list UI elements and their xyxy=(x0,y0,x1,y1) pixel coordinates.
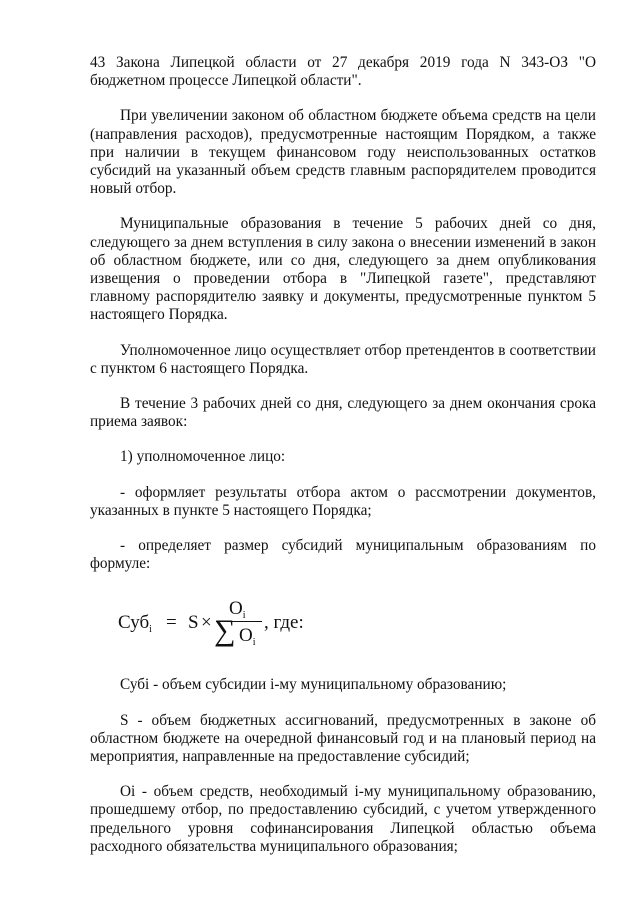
paragraph-law-reference: 43 Закона Липецкой области от 27 декабря 2019 года N 343-ОЗ "О бюджетном процессе Липецкой области". xyxy=(90,54,596,90)
formula-where: , где: xyxy=(264,612,304,634)
formula-lhs-index: i xyxy=(149,624,152,636)
formula-numerator: $О_i$ xyxy=(229,598,246,622)
subsidy-formula xyxy=(90,590,596,664)
paragraph-subsidy-size: - определяет размер субсидий муниципальным образованиям по формуле: xyxy=(90,537,596,573)
formula-equals: = xyxy=(166,612,177,634)
formula-s: S xyxy=(188,612,199,634)
paragraph-definition-oi: Оi - объем средств, необходимый i-му муниципальному образованию, прошедшему отбор, по предоставлению субсидий, с учетом утвержденного предельного уровня софинансирования Липецкой областью объема расходного обязательства муниципального образования; xyxy=(90,783,596,855)
paragraph-new-selection: При увеличении законом об областном бюджете объема средств на цели (направления расходов), предусмотренные настоящим Порядком, а также при наличии в текущем финансовом году неиспользованных остатков субсидий на указанный объем средств главным распорядителем проводится новый отбор. xyxy=(90,107,596,198)
paragraph-authorized-person: 1) уполномоченное лицо: xyxy=(120,448,286,466)
paragraph-municipal-submission: Муниципальные образования в течение 5 рабочих дней со дня, следующего за днем вступления в силу закона о внесении изменений в закон об областном бюджете, или со дня, следующего за днем опубликования извещения о проведении отбора в "Липецкой газете", представляют главному распорядителю заявку и документы, предусмотренные пунктом 5 настоящего Порядка. xyxy=(90,215,596,324)
paragraph-selection-procedure: Уполномоченное лицо осуществляет отбор претендентов в соответствии с пунктом 6 настоящего Порядка. xyxy=(90,341,596,377)
document-page xyxy=(90,54,596,873)
paragraph-deadline: В течение 3 рабочих дней со дня, следующего за днем окончания срока приема заявок: xyxy=(90,395,596,431)
formula-times: × xyxy=(201,612,212,634)
formula-denominator: $О_i$ xyxy=(239,625,256,649)
formula-numerator-index: i xyxy=(242,610,246,622)
paragraph-act-results: - оформляет результаты отбора актом о рассмотрении документов, указанных в пункте 5 настоящего Порядка; xyxy=(90,483,596,519)
paragraph-definition-sub: Субi - объем субсидии i-му муниципальному образованию; xyxy=(120,676,507,694)
paragraph-definition-s: S - объем бюджетных ассигнований, предусмотренных в законе об областном бюджете на очередной финансовый год и на плановый период на мероприятия, направленные на предоставление субсидий; xyxy=(90,711,596,766)
formula-denominator-index: i xyxy=(252,637,256,649)
formula-lhs: Суб$_i$ xyxy=(118,612,152,636)
formula-sum-sign: ∑ xyxy=(214,614,236,648)
